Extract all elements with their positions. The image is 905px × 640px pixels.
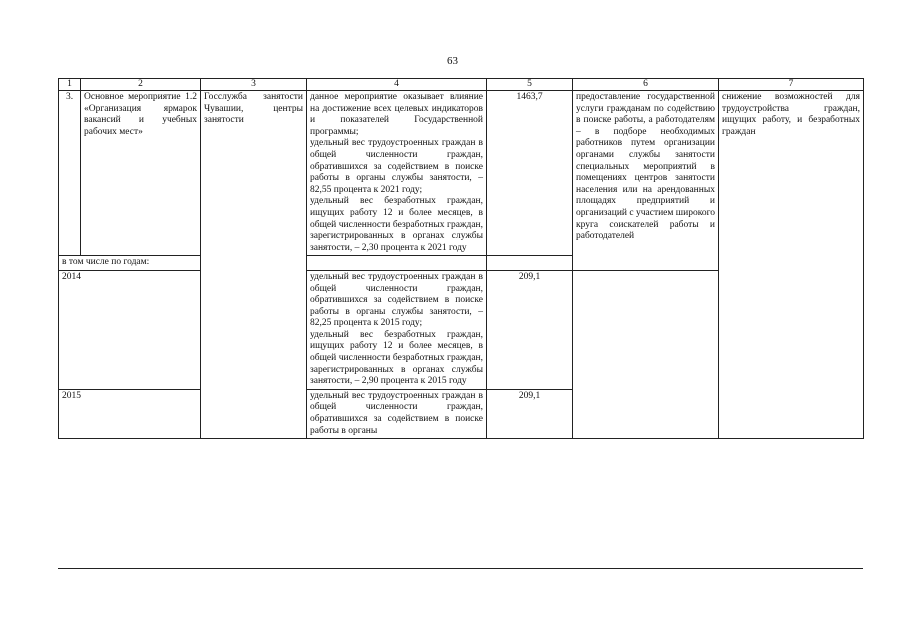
year-cell: 2014 [59,270,201,389]
column-number: 6 [573,79,719,91]
column-number: 5 [487,79,573,91]
table-row-main [59,91,864,256]
empty-cell [307,256,487,271]
amount-cell: 209,1 [487,389,573,438]
column-number: 7 [719,79,864,91]
measure-name-cell: Основное мероприятие 1.2 «Организация ярмарок вакансий и учебных рабочих мест» [81,91,201,256]
row-number-cell: 3. [59,91,81,256]
indicators-cell [307,270,487,389]
amount-cell: 1463,7 [487,91,573,256]
indicators-cell [307,91,487,256]
impact-cell: предоставление государственной услуги гражданам по содействию в поиске работы, а работодателям – в подборе необходимых работников путем организации органами службы занятости специальных мероприятий в помещениях центров занятости населения или на арендованных площадях предприятий и организаций с участием широкого круга соискателей работы и работодателей [573,91,719,271]
program-table [58,78,864,439]
indicator-text: удельный вес трудоустроенных граждан в общей численности граждан, обратившихся за содействием в поиске работы в органы службы занятости, – 82,55 процента к 2021 году; [310,138,483,195]
risk-cell: снижение возможностей для трудоустройства граждан, ищущих работу, и безработных граждан [719,91,864,439]
column-number: 3 [201,79,307,91]
column-number: 1 [59,79,81,91]
indicator-text: данное мероприятие оказывает влияние на достижение всех целевых индикаторов и показателей Государственной программы; [310,92,483,137]
empty-cell [573,270,719,438]
indicator-text: удельный вес безработных граждан, ищущих работу 12 и более месяцев, в общей численности безработных граждан, зарегистрированных в органах службы занятости, – 2,90 процента к 2015 году [310,329,483,387]
indicator-text: удельный вес трудоустроенных граждан в общей численности граждан, обратившихся за содействием в поиске работы в органы [310,390,483,436]
column-number: 2 [81,79,201,91]
indicator-text: удельный вес безработных граждан, ищущих работу 12 и более месяцев, в общей численности безработных граждан, зарегистрированных в органах службы занятости, – 2,30 процента к 2021 году [310,196,483,253]
indicators-cell [307,389,487,438]
column-number: 4 [307,79,487,91]
column-number-row [59,79,864,91]
empty-cell [487,256,573,271]
by-years-label: в том числе по годам: [59,256,201,271]
indicator-text: удельный вес трудоустроенных граждан в общей численности граждан, обратившихся за содействием в поиске работы в органы службы занятости, – 82,25 процента к 2015 году; [310,271,483,329]
executor-cell: Госслужба занятости Чувашии, центры занятости [201,91,307,439]
page-number: 63 [447,55,458,67]
amount-cell: 209,1 [487,270,573,389]
year-cell: 2015 [59,389,201,438]
page-bottom-rule [58,568,863,569]
